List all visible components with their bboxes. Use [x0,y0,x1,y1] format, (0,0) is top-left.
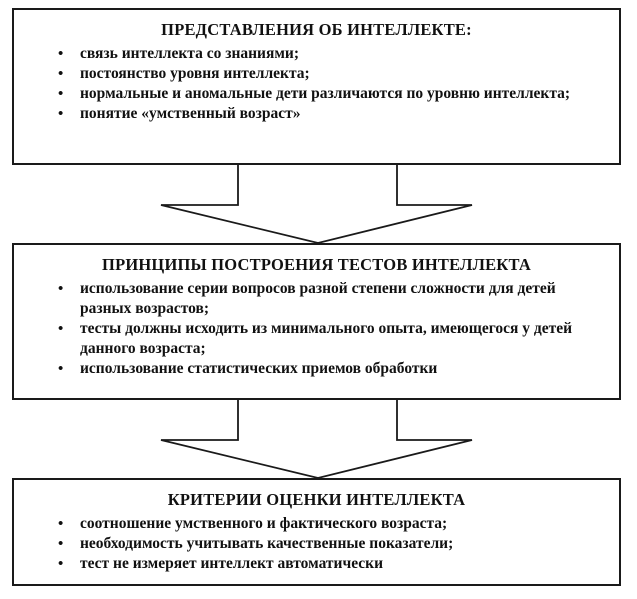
block-intellect-concepts [12,8,621,165]
list-item [14,279,619,319]
list-item [14,359,619,379]
list-item [14,514,619,534]
bullet-icon: • [58,361,64,377]
block-title: КРИТЕРИИ ОЦЕНКИ ИНТЕЛЛЕКТА [167,490,466,509]
bullet-icon: • [58,536,64,552]
list-item-text: нормальные и аномальные дети различаются по уровню интеллекта; [80,85,571,102]
list-item-text: постоянство уровня интеллекта; [80,65,310,82]
bullet-icon: • [58,66,64,82]
list-item-text: использование статистических приемов обработки [80,360,438,377]
bullet-icon: • [58,46,64,62]
bullet-list [14,279,619,379]
block-title: ПРЕДСТАВЛЕНИЯ ОБ ИНТЕЛЛЕКТЕ: [161,20,472,39]
list-item [14,104,619,124]
list-item [14,84,619,104]
bullet-icon: • [58,516,64,532]
bullet-icon: • [58,106,64,122]
block-title: ПРИНЦИПЫ ПОСТРОЕНИЯ ТЕСТОВ ИНТЕЛЛЕКТА [102,255,531,274]
block-evaluation-criteria [12,478,621,586]
list-item-text: соотношение умственного и фактического возраста; [80,515,448,532]
list-item-text: тест не измеряет интеллект автоматически [80,555,384,572]
bullet-list [14,44,619,124]
bullet-icon: • [58,556,64,572]
list-item-text: необходимость учитывать качественные показатели; [80,535,454,552]
block-test-principles [12,243,621,400]
list-item [14,44,619,64]
bullet-list [14,514,619,574]
list-item [14,534,619,554]
list-item-text: связь интеллекта со знаниями; [80,45,300,62]
list-item-text: понятие «умственный возраст» [80,105,301,122]
bullet-icon: • [58,321,64,337]
list-item [14,554,619,574]
bullet-icon: • [58,86,64,102]
down-arrow-2 [0,398,637,480]
bullet-icon: • [58,281,64,297]
list-item [14,64,619,84]
down-arrow-1 [0,163,637,245]
list-item-text: тесты должны исходить из минимального опыта, имеющегося у детей данного возраста; [80,320,573,357]
list-item-text: использование серии вопросов разной степени сложности для детей разных возрастов; [80,280,556,317]
list-item [14,319,619,359]
